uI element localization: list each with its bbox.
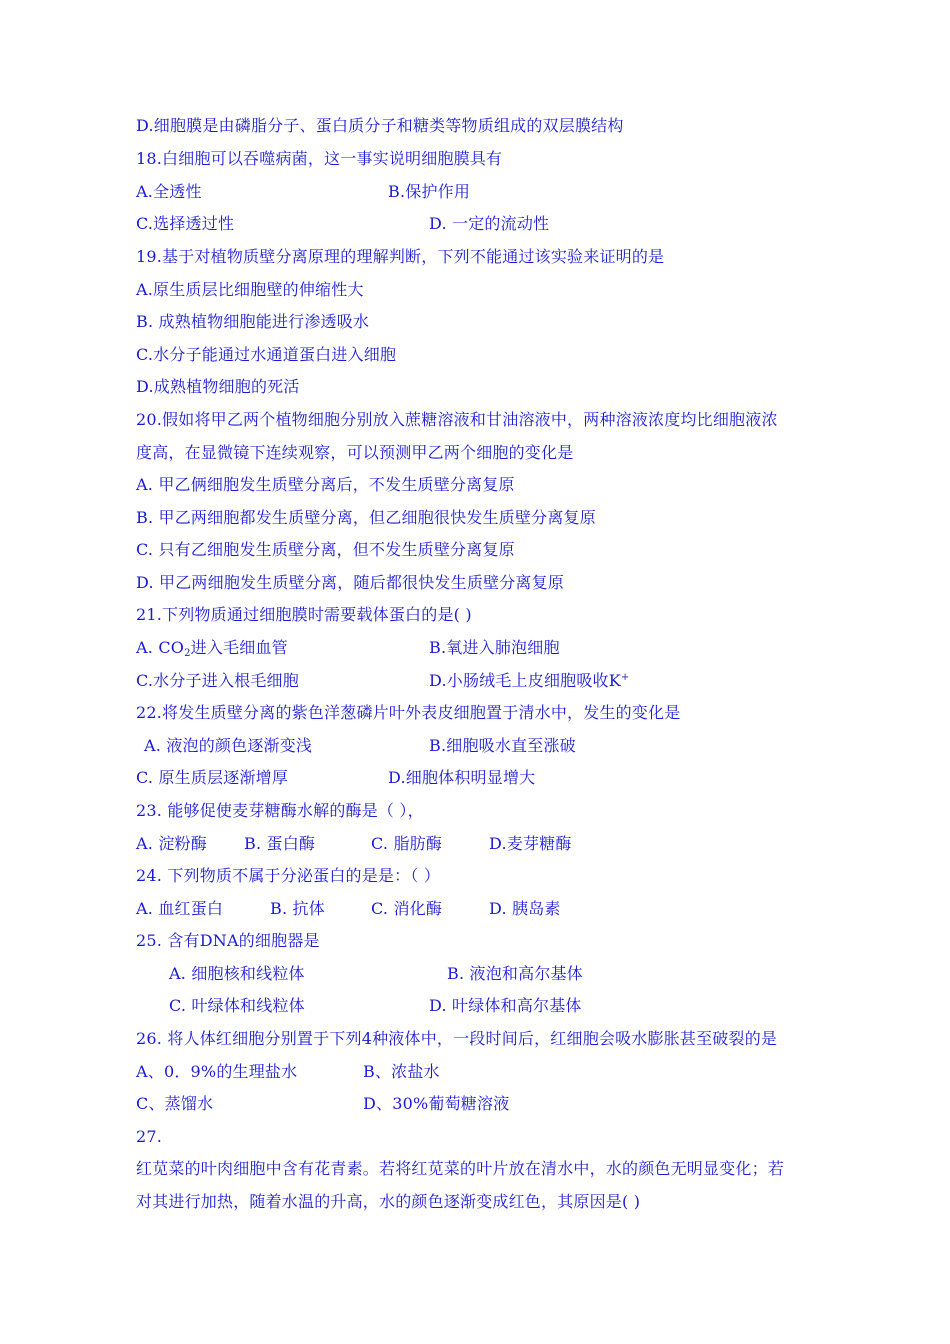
q19-option-a: A.原生质层比细胞壁的伸缩性大 bbox=[136, 280, 364, 299]
q25-option-a: A. 细胞核和线粒体 bbox=[169, 964, 305, 983]
q25-option-c: C. 叶绿体和线粒体 bbox=[169, 996, 305, 1015]
q23-option-d: D.麦芽糖酶 bbox=[489, 834, 572, 853]
q23-stem: 23. 能够促使麦芽糖酶水解的酶是（ ）， bbox=[136, 801, 424, 820]
q24-stem: 24. 下列物质不属于分泌蛋白的是是：（ ） bbox=[136, 866, 441, 885]
q24-option-b: B. 抗体 bbox=[270, 899, 325, 918]
q25-stem: 25. 含有DNA的细胞器是 bbox=[136, 931, 320, 950]
q19-option-c: C.水分子能通过水通道蛋白进入细胞 bbox=[136, 345, 397, 364]
q25-option-d: D. 叶绿体和高尔基体 bbox=[429, 996, 582, 1015]
q27-stem-line-2: 对其进行加热，随着水温的升高，水的颜色逐渐变成红色，其原因是( ) bbox=[136, 1192, 641, 1211]
q21-option-a-subscript: 2 bbox=[184, 648, 191, 659]
q20-stem-line-1: 20.假如将甲乙两个植物细胞分别放入蔗糖溶液和甘油溶液中，两种溶液浓度均比细胞液浓 bbox=[136, 410, 778, 429]
q20-option-b: B. 甲乙两细胞都发生质壁分离，但乙细胞很快发生质壁分离复原 bbox=[136, 508, 596, 527]
q24-option-d: D. 胰岛素 bbox=[489, 899, 561, 918]
q23-option-b: B. 蛋白酶 bbox=[244, 834, 316, 853]
q25-option-b: B. 液泡和高尔基体 bbox=[447, 964, 583, 983]
q22-option-a: A. 液泡的颜色逐渐变浅 bbox=[144, 736, 313, 755]
q20-option-a: A. 甲乙俩细胞发生质壁分离后，不发生质壁分离复原 bbox=[136, 475, 515, 494]
q19-option-d: D.成熟植物细胞的死活 bbox=[136, 377, 300, 396]
q18-option-c: C.选择透过性 bbox=[136, 214, 235, 233]
q27-number: 27. bbox=[136, 1127, 163, 1146]
q26-stem: 26. 将人体红细胞分别置于下列4种液体中，一段时间后，红细胞会吸水膨胀甚至破裂的是 bbox=[136, 1029, 778, 1048]
q20-stem-line-2: 度高，在显微镜下连续观察，可以预测甲乙两个细胞的变化是 bbox=[136, 443, 574, 462]
q26-option-d: D、30%葡萄糖溶液 bbox=[363, 1094, 510, 1113]
q18-stem: 18.白细胞可以吞噬病菌，这一事实说明细胞膜具有 bbox=[136, 149, 503, 168]
q19-stem: 19.基于对植物质壁分离原理的理解判断，下列不能通过该实验来证明的是 bbox=[136, 247, 665, 266]
q18-option-d: D. 一定的流动性 bbox=[429, 214, 550, 233]
q20-option-d: D. 甲乙两细胞发生质壁分离，随后都很快发生质壁分离复原 bbox=[136, 573, 565, 592]
q22-stem: 22.将发生质壁分离的紫色洋葱磷片叶外表皮细胞置于清水中，发生的变化是 bbox=[136, 703, 681, 722]
q21-option-a-rest: 进入毛细血管 bbox=[190, 638, 288, 657]
q22-option-d: D.细胞体积明显增大 bbox=[388, 768, 536, 787]
q21-option-c: C.水分子进入根毛细胞 bbox=[136, 671, 299, 690]
q21-option-d-superscript: + bbox=[620, 672, 630, 683]
q23-option-c: C. 脂肪酶 bbox=[371, 834, 443, 853]
q21-option-b: B.氧进入肺泡细胞 bbox=[429, 638, 560, 657]
q26-option-b: B、浓盐水 bbox=[363, 1062, 440, 1081]
q26-option-a: A、0．9%的生理盐水 bbox=[136, 1062, 298, 1081]
q18-option-b: B.保护作用 bbox=[388, 182, 471, 201]
q27-stem-line-1: 红苋菜的叶肉细胞中含有花青素。若将红苋菜的叶片放在清水中，水的颜色无明显变化；若 bbox=[136, 1159, 785, 1178]
q21-option-d-text: D.小肠绒毛上皮细胞吸收K bbox=[429, 671, 621, 690]
q24-option-a: A. 血红蛋白 bbox=[136, 899, 224, 918]
q20-option-c: C. 只有乙细胞发生质壁分离，但不发生质壁分离复原 bbox=[136, 540, 515, 559]
q22-option-c: C. 原生质层逐渐增厚 bbox=[136, 768, 289, 787]
q24-option-c: C. 消化酶 bbox=[371, 899, 443, 918]
q21-stem: 21.下列物质通过细胞膜时需要载体蛋白的是( ) bbox=[136, 605, 472, 624]
q23-option-a: A. 淀粉酶 bbox=[136, 834, 207, 853]
q18-option-a: A.全透性 bbox=[136, 182, 202, 201]
q17-option-d: D.细胞膜是由磷脂分子、蛋白质分子和糖类等物质组成的双层膜结构 bbox=[136, 116, 624, 135]
q22-option-b: B.细胞吸水直至涨破 bbox=[429, 736, 576, 755]
q26-option-c: C、蒸馏水 bbox=[136, 1094, 214, 1113]
q19-option-b: B. 成熟植物细胞能进行渗透吸水 bbox=[136, 312, 370, 331]
q21-option-a bbox=[136, 637, 288, 659]
q21-option-a-text: A. CO bbox=[136, 638, 185, 657]
q21-option-d bbox=[429, 670, 630, 692]
